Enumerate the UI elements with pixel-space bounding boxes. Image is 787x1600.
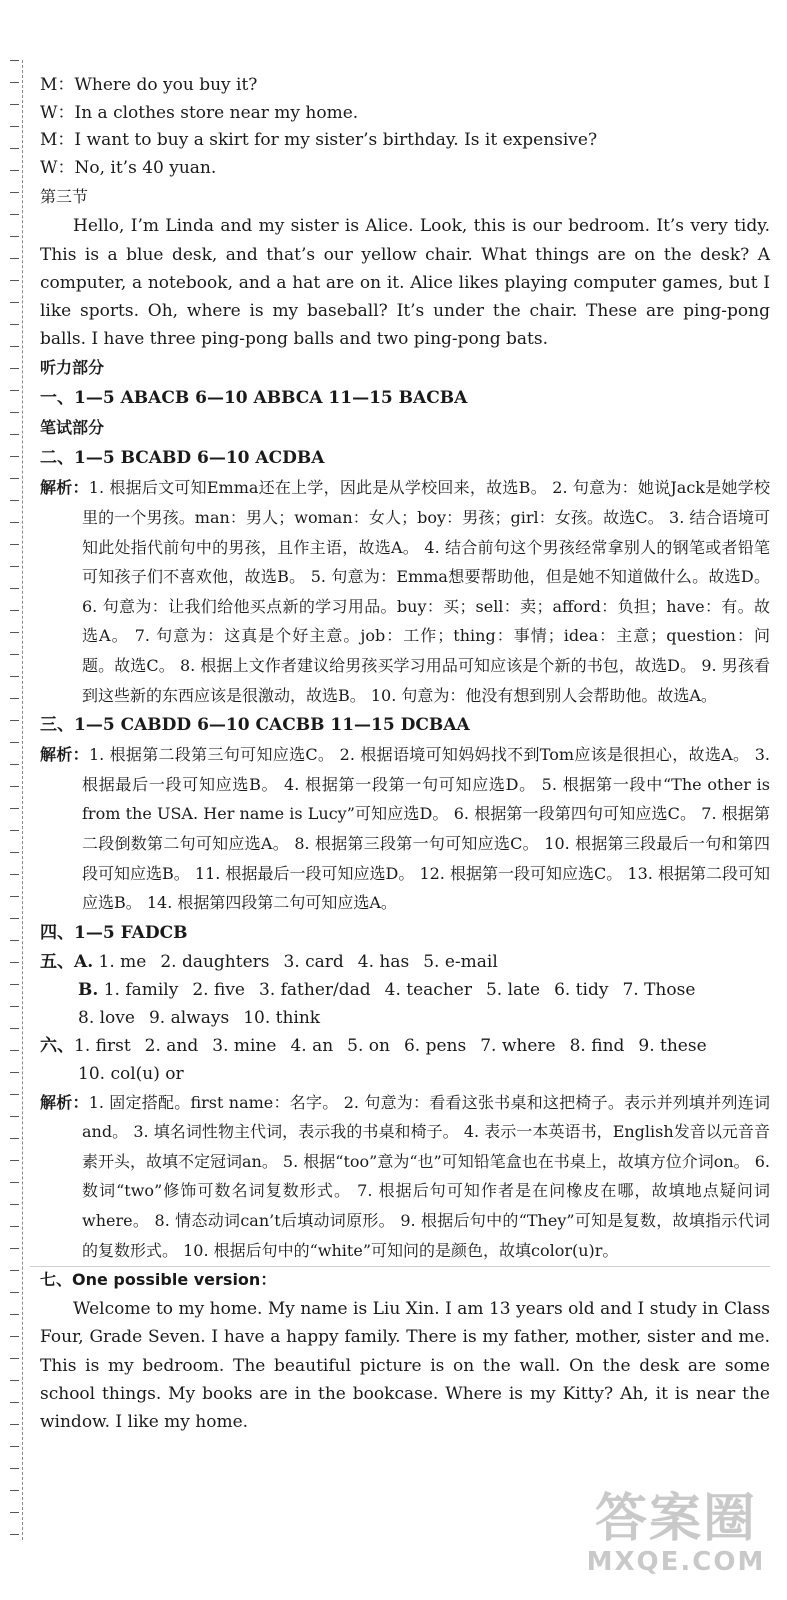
binding-tick <box>10 522 19 523</box>
analysis-label: 解析： <box>40 1092 89 1112</box>
binding-tick <box>10 82 19 83</box>
binding-tick <box>10 1226 19 1227</box>
binding-tick <box>10 764 19 765</box>
binding-tick <box>10 940 19 941</box>
binding-tick <box>10 104 19 105</box>
binding-tick <box>10 1160 19 1161</box>
part7-heading: 七、One possible version： <box>40 1270 277 1290</box>
binding-tick <box>10 654 19 655</box>
answer-item: 2. and <box>144 1035 199 1056</box>
binding-tick <box>10 896 19 897</box>
binding-tick <box>10 1270 19 1271</box>
answer-item: 10. col(u) or <box>78 1063 184 1084</box>
analysis-text: 1. 固定搭配。first name：名字。 2. 句意为：看看这张书桌和这把椅子。表示并列填并列连词and。 3. 填名词性物主代词，表示我的书桌和椅子。 4. 表示一本英语书，English发音以元音音素开头，故填不定冠词an。 5. 根据“too”意为“也”可知铅笔盒也在书桌上，故填方位介词on。 6. 数词“two”修饰可数名词复数形式。 7. 根据后句可知作者是在问橡皮在哪，故填地点疑问词where。 8. 情态动词can’t后填动词原形。 9. 根据后句中的“They”可知是复数，故填指示代词的复数形式。 10. 根据后句中的“white”可知问的是颜色，故填color(u)r。 <box>82 1092 770 1260</box>
answer-item: 3. father/dad <box>259 979 371 1000</box>
binding-margin <box>4 60 23 1540</box>
binding-tick <box>10 280 19 281</box>
binding-tick <box>10 60 19 61</box>
binding-tick <box>10 1116 19 1117</box>
dialogue-line: W：No, it’s 40 yuan. <box>40 157 217 178</box>
binding-tick <box>10 302 19 303</box>
analysis-text: 1. 根据第二段第三句可知应选C。 2. 根据语境可知妈妈找不到Tom应该是很担心，故选A。 3. 根据最后一段可知应选B。 4. 根据第一段第一句可知应选D。 5. 根据第一段中“The other is from the USA. Her name is Lucy”可知应选D。 6. 根据第一段第四句可知应选C。 7. 根据第二段倒数第二句可知应选A。 8. 根据第三段第一句可知应选C。 10. 根据第三段最后一句和第四段可知应选B。 11. 根据最后一段可知应选D。 12. 根据第一段可知应选C。 13. 根据第二段可知应选B。 14. 根据第四段第二句可知应选A。 <box>82 745 770 913</box>
answer-item: 3. card <box>283 951 344 972</box>
binding-tick <box>10 434 19 435</box>
binding-tick <box>10 808 19 809</box>
answer-item: 5. late <box>485 979 541 1000</box>
binding-tick <box>10 500 19 501</box>
answer-item: 9. always <box>148 1007 230 1028</box>
analysis-label: 解析： <box>40 478 89 498</box>
binding-tick <box>10 1292 19 1293</box>
binding-tick <box>10 1336 19 1337</box>
binding-tick <box>10 1072 19 1073</box>
binding-tick <box>10 1380 19 1381</box>
binding-tick <box>10 192 19 193</box>
binding-tick <box>10 786 19 787</box>
part5-a <box>40 948 770 976</box>
binding-tick <box>10 390 19 391</box>
answer-item: 6. pens <box>403 1035 467 1056</box>
binding-tick <box>10 566 19 567</box>
binding-tick <box>10 830 19 831</box>
answer-page <box>40 72 770 1436</box>
part3-analysis <box>40 740 770 918</box>
binding-tick <box>10 1204 19 1205</box>
binding-tick <box>10 1050 19 1051</box>
part3-answers: 三、1—5 CABDD 6—10 CACBB 11—15 DCBAA <box>40 715 470 736</box>
binding-tick <box>10 698 19 699</box>
binding-tick <box>10 1534 19 1535</box>
answer-item: 4. an <box>290 1035 334 1056</box>
binding-tick <box>10 1248 19 1249</box>
binding-tick <box>10 1314 19 1315</box>
answer-item: 5. on <box>347 1035 390 1056</box>
binding-tick <box>10 170 19 171</box>
part2-answers: 二、1—5 BCABD 6—10 ACDBA <box>40 448 325 469</box>
answer-item: 6. tidy <box>554 979 609 1000</box>
binding-tick <box>10 852 19 853</box>
binding-tick <box>10 962 19 963</box>
binding-tick <box>10 214 19 215</box>
binding-tick <box>10 1138 19 1139</box>
answer-item: 1. family <box>103 979 179 1000</box>
binding-tick <box>10 1182 19 1183</box>
binding-tick <box>10 1402 19 1403</box>
binding-tick <box>10 346 19 347</box>
section3-text: Hello, I’m Linda and my sister is Alice. Look, this is our bedroom. It’s very tidy. This is a blue desk, and that’s our yellow chair. What things are on the desk? A computer, a notebook, and a hat are on it. Alice likes playing computer games, but I like sports. Oh, where is my baseball? It’s under the chair. These are ping-pong balls. I have three ping-pong balls and two ping-pong bats. <box>40 216 770 350</box>
watermark-url: MXQE.COM <box>586 1547 766 1577</box>
binding-tick <box>10 148 19 149</box>
dialogue-line: M：Where do you buy it? <box>40 75 258 95</box>
answer-item: 9. these <box>638 1035 707 1056</box>
answer-item: 4. teacher <box>384 979 472 1000</box>
part5-b <box>40 976 770 1004</box>
part5-b-cont <box>40 1004 770 1032</box>
writing-heading: 笔试部分 <box>40 418 105 438</box>
part2-analysis <box>40 473 770 710</box>
binding-tick <box>10 1468 19 1469</box>
part6-label: 六、 <box>40 1035 74 1056</box>
section3-title: 第三节 <box>40 187 89 207</box>
part5-b-label: B. <box>78 979 99 1000</box>
analysis-text: 1. 根据后文可知Emma还在上学，因此是从学校回来，故选B。 2. 句意为：她说Jack是她学校里的一个男孩。man：男人；woman：女人；boy：男孩；girl：女孩。故选C。 3. 结合语境可知此处指代前句中的男孩，且作主语，故选A。 4. 结合前句这个男孩经常拿别人的钢笔或者铅笔可知孩子们不喜欢他，故选B。 5. 句意为：Emma想要帮助他，但是她不知道做什么。故选D。 6. 句意为：让我们给他买点新的学习用品。buy：买；sell：卖；afford：负担；have：有。故选A。 7. 句意为：这真是个好主意。job：工作；thing：事情；idea：主意；question：问题。故选C。 8. 根据上文作者建议给男孩买学习用品可知应该是个新的书包，故选D。 9. 男孩看到这些新的东西应该是很激动，故选B。 10. 句意为：他没有想到别人会帮助他。故选A。 <box>82 478 770 705</box>
binding-tick <box>10 324 19 325</box>
binding-tick <box>10 1512 19 1513</box>
part6-answers-cont <box>40 1060 770 1088</box>
binding-tick <box>10 478 19 479</box>
binding-tick <box>10 610 19 611</box>
answer-item: 1. first <box>74 1035 131 1056</box>
part4-answers: 四、1—5 FADCB <box>40 922 188 943</box>
binding-tick <box>10 544 19 545</box>
answer-item: 10. think <box>243 1007 321 1028</box>
binding-tick <box>10 1006 19 1007</box>
answer-item: 7. Those <box>622 979 696 1000</box>
binding-tick <box>10 1446 19 1447</box>
dialogue-line: M：I want to buy a skirt for my sister’s birthday. Is it expensive? <box>40 130 598 151</box>
binding-tick <box>10 742 19 743</box>
binding-tick <box>10 984 19 985</box>
binding-tick <box>10 676 19 677</box>
binding-tick <box>10 1424 19 1425</box>
dialogue-line: W：In a clothes store near my home. <box>40 102 359 123</box>
binding-tick <box>10 1094 19 1095</box>
answer-item: 2. daughters <box>160 951 270 972</box>
part6-analysis <box>40 1088 770 1266</box>
answer-item: 3. mine <box>212 1035 277 1056</box>
answer-item: 4. has <box>357 951 410 972</box>
binding-tick <box>10 258 19 259</box>
analysis-label: 解析： <box>40 745 89 765</box>
binding-tick <box>10 126 19 127</box>
answer-item: 8. find <box>569 1035 625 1056</box>
binding-tick <box>10 874 19 875</box>
binding-tick <box>10 588 19 589</box>
binding-tick <box>10 412 19 413</box>
listening-heading: 听力部分 <box>40 358 105 378</box>
answer-item: 2. five <box>192 979 245 1000</box>
binding-tick <box>10 918 19 919</box>
binding-tick <box>10 1358 19 1359</box>
part1-answers: 一、1—5 ABACB 6—10 ABBCA 11—15 BACBA <box>40 388 468 409</box>
watermark-logo <box>581 1490 771 1582</box>
binding-tick <box>10 456 19 457</box>
binding-tick <box>10 720 19 721</box>
part7-text: Welcome to my home. My name is Liu Xin. I am 13 years old and I study in Class Four, Grade Seven. I have a happy family. There is my father, mother, sister and me. This is my bedroom. The beautiful picture is on the wall. On the desk are some school things. My books are in the bookcase. Where is my Kitty? Ah, it is near the window. I like my home. <box>40 1299 770 1433</box>
watermark-text: 答案圈 <box>594 1489 757 1549</box>
binding-tick <box>10 1490 19 1491</box>
answer-item: 1. me <box>98 951 147 972</box>
binding-tick <box>10 368 19 369</box>
part6-answers <box>40 1032 770 1060</box>
answer-item: 8. love <box>78 1007 135 1028</box>
binding-tick <box>10 632 19 633</box>
answer-item: 5. e-mail <box>423 951 498 972</box>
binding-tick <box>10 1028 19 1029</box>
part5-a-label: 五、A. <box>40 951 94 972</box>
answer-item: 7. where <box>480 1035 556 1056</box>
binding-tick <box>10 236 19 237</box>
